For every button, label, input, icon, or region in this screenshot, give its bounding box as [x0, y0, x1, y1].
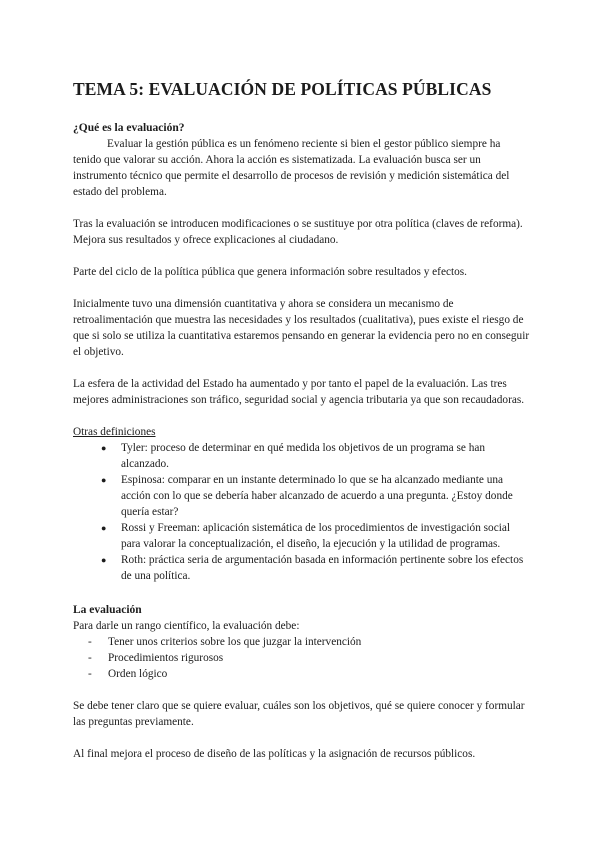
list-item: ● Tyler: proceso de determinar en qué medida los objetivos de un programa se han alcanzado. — [121, 440, 530, 472]
list-item: ● Espinosa: comparar en un instante determinado lo que se ha alcanzado mediante una acción con lo que se debería haber alcanzado de acuerdo a una pregunta. ¿Estoy donde quería estar? — [121, 472, 530, 520]
section-heading-la-evaluacion: La evaluación — [73, 604, 142, 616]
paragraph-lead: Para darle un rango científico, la evaluación debe: — [73, 620, 300, 632]
list-item: - Orden lógico — [108, 666, 530, 682]
paragraph-final: Al final mejora el proceso de diseño de las políticas y la asignación de recursos públicos. — [73, 748, 476, 760]
paragraph-intro: Evaluar la gestión pública es un fenómeno reciente si bien el gestor público siempre ha tenido que valorar su acción. Ahora la acción es sistematizada. La evaluación busca ser un instrumento técnico que permite el desarrollo de procesos de revisión y medición sistemática del estado del problema. — [73, 138, 510, 198]
paragraph-dimension: Inicialmente tuvo una dimensión cuantitativa y ahora se considera un mecanismo de retroalimentación que muestra las necesidades y los resultados (cualitativa), pues existe el riesgo de que si solo se utiliza la cuantitativa estaremos pensando en generar la evidencia pero no en conseguir el objetivo. — [73, 298, 530, 358]
paragraph-objetivos: Se debe tener claro que se quiere evaluar, cuáles son los objetivos, qué se quiere conocer y formular las preguntas previamente. — [73, 700, 525, 728]
section-heading-que-es: ¿Qué es la evaluación? — [73, 122, 185, 134]
list-item: - Procedimientos rigurosos — [108, 650, 530, 666]
definitions-list — [73, 440, 530, 584]
list-item: ● Rossi y Freeman: aplicación sistemática de los procedimientos de investigación social para valorar la conceptualización, el diseño, la ejecución y la utilidad de programas. — [121, 520, 530, 552]
definitions-heading: Otras definiciones — [73, 426, 156, 438]
page-title: TEMA 5: EVALUACIÓN DE POLÍTICAS PÚBLICAS — [73, 79, 492, 99]
list-item: ● Roth: práctica seria de argumentación basada en información pertinente sobre los efectos de una política. — [121, 552, 530, 584]
criteria-list — [73, 634, 530, 682]
paragraph-esfera: La esfera de la actividad del Estado ha aumentado y por tanto el papel de la evaluación. Las tres mejores administraciones son tráfico, seguridad social y agencia tributaria ya que son recaudadoras. — [73, 378, 525, 406]
paragraph-ciclo: Parte del ciclo de la política pública que genera información sobre resultados y efectos. — [73, 266, 467, 278]
list-item: - Tener unos criterios sobre los que juzgar la intervención — [108, 634, 530, 650]
paragraph-reforma: Tras la evaluación se introducen modificaciones o se sustituye por otra política (claves de reforma). Mejora sus resultados y ofrece explicaciones al ciudadano. — [73, 218, 523, 246]
